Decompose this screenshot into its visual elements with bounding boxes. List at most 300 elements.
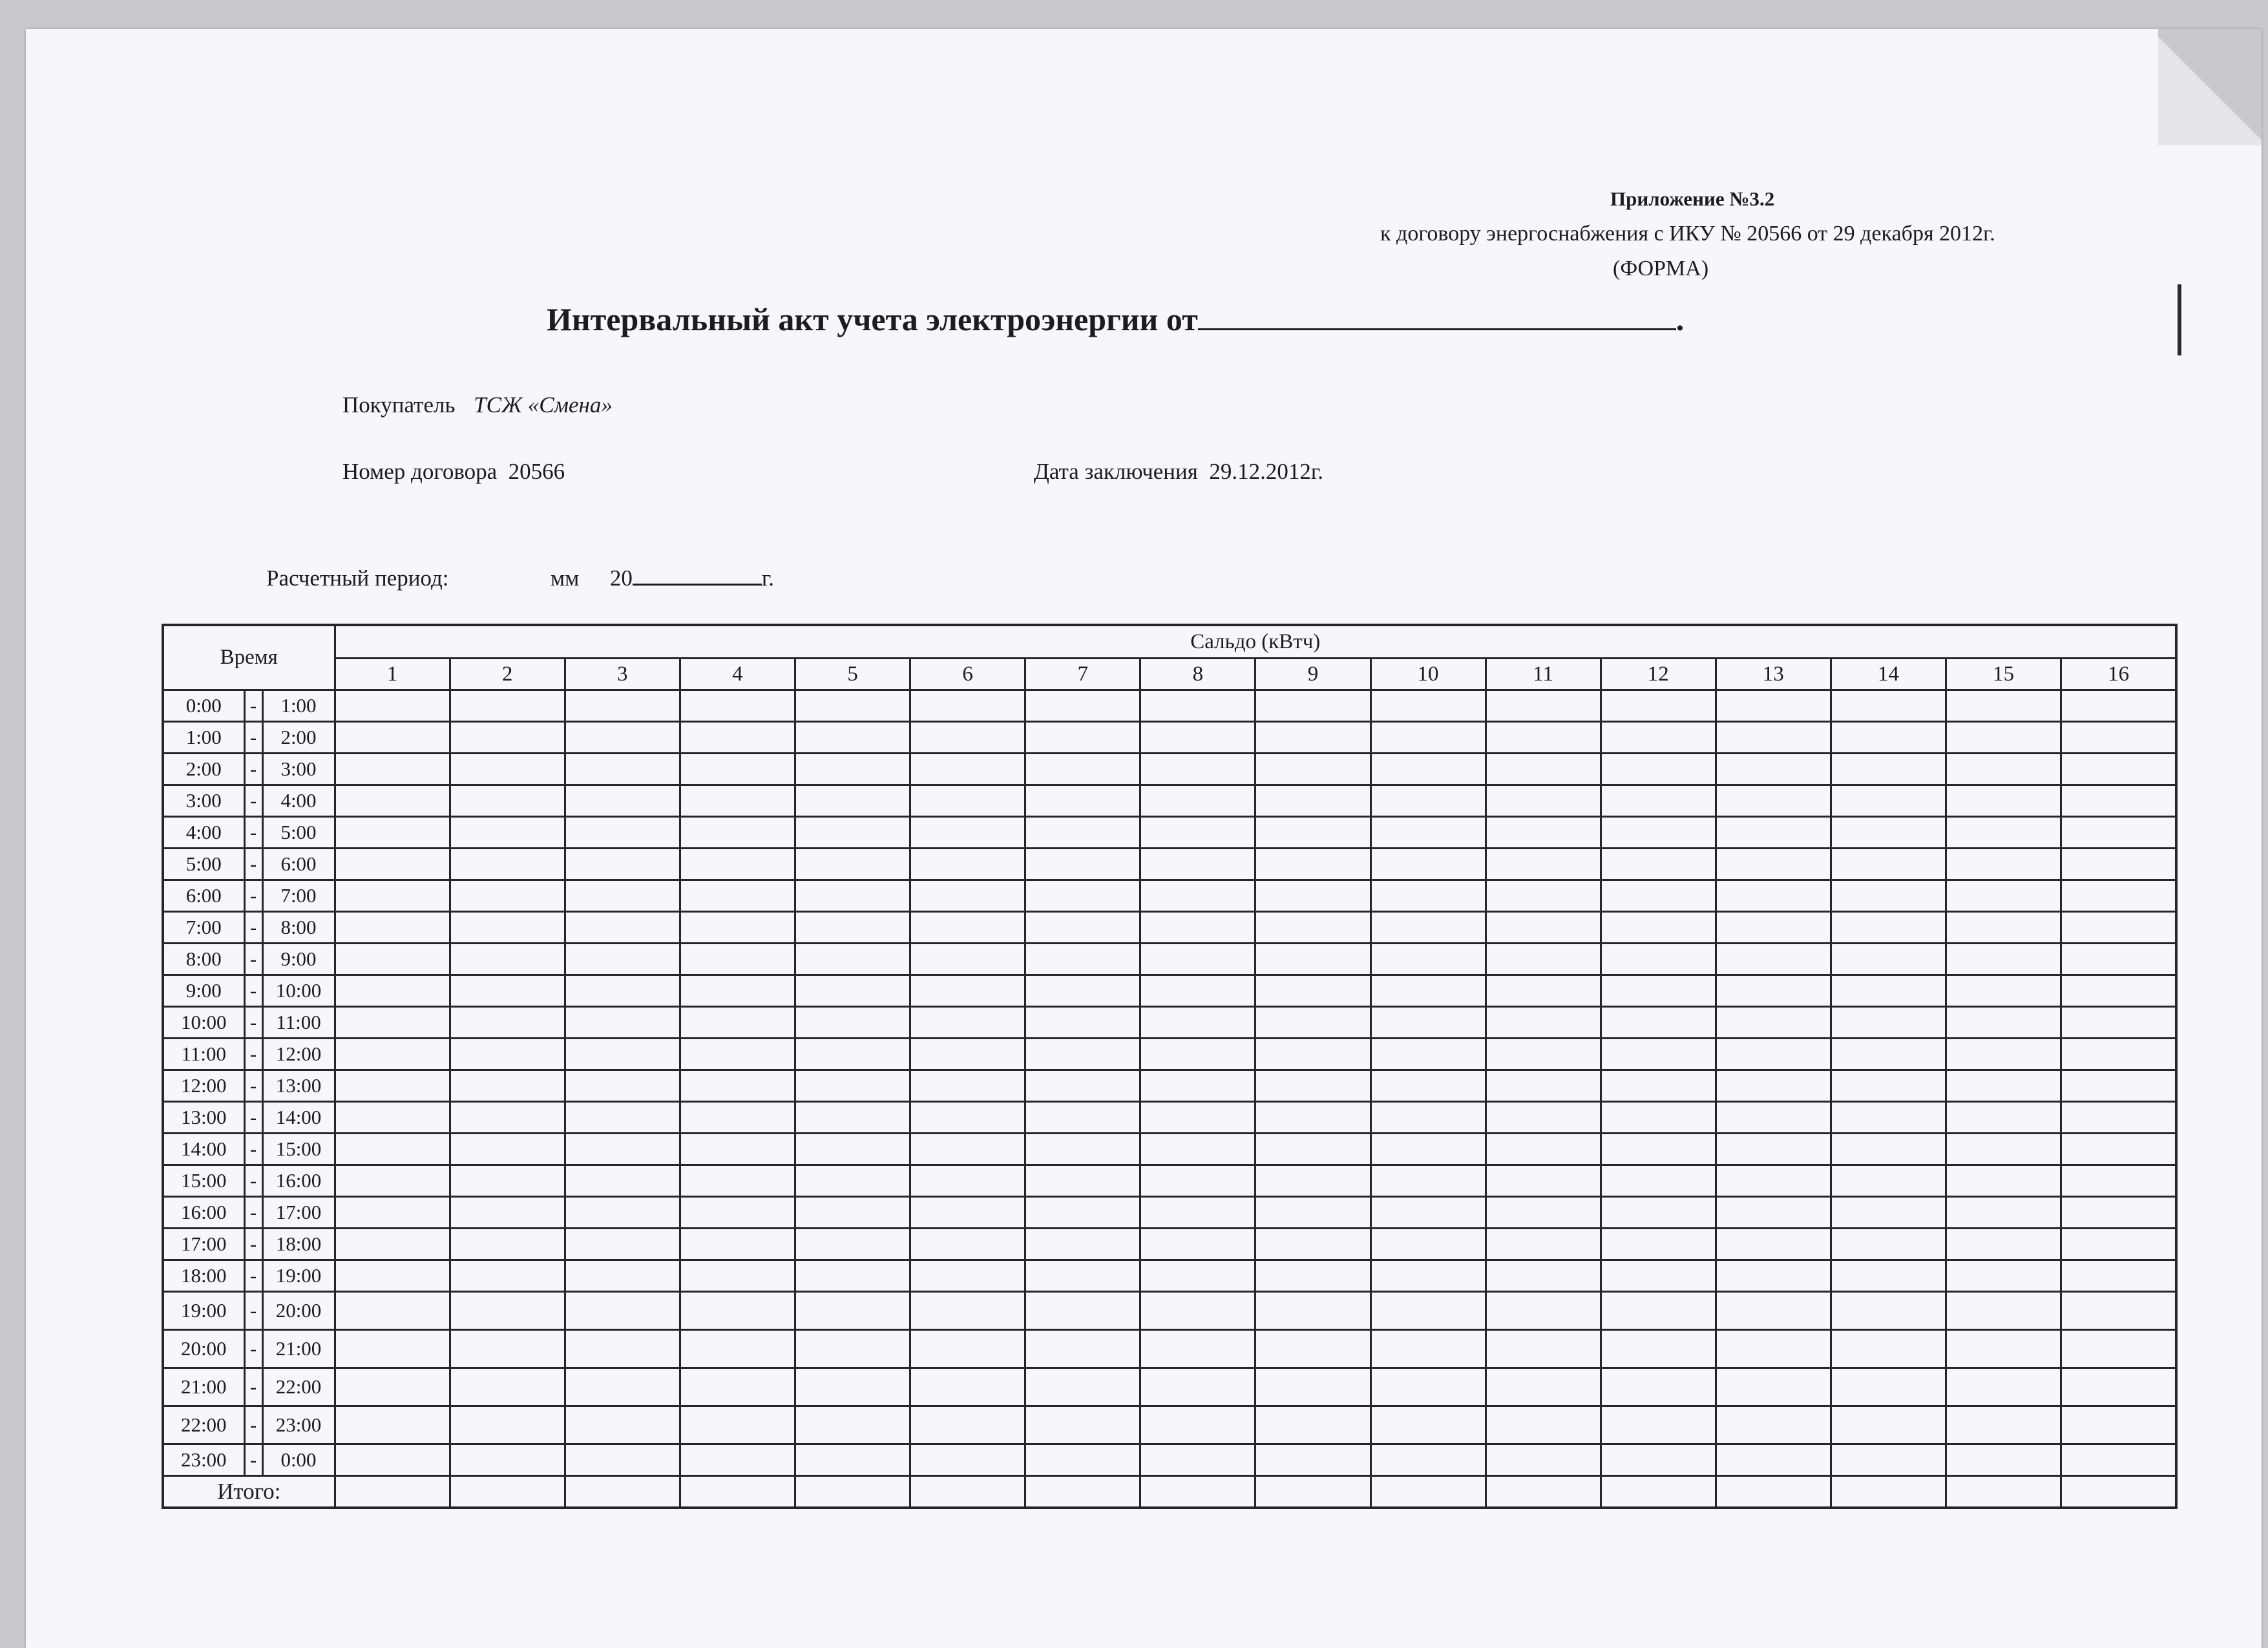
saldo-cell[interactable] (1831, 1406, 1946, 1444)
saldo-cell[interactable] (2061, 912, 2176, 944)
saldo-cell[interactable] (1946, 1165, 2061, 1197)
saldo-cell[interactable] (1831, 1368, 1946, 1406)
saldo-cell[interactable] (680, 944, 795, 975)
saldo-cell[interactable] (2061, 1165, 2176, 1197)
saldo-cell[interactable] (2061, 1070, 2176, 1102)
saldo-cell[interactable] (1025, 975, 1140, 1007)
saldo-cell[interactable] (335, 1007, 450, 1039)
saldo-cell[interactable] (910, 722, 1025, 754)
saldo-cell[interactable] (1946, 1292, 2061, 1330)
saldo-cell[interactable] (1946, 1070, 2061, 1102)
saldo-cell[interactable] (1601, 849, 1716, 880)
saldo-cell[interactable] (1601, 754, 1716, 785)
saldo-cell[interactable] (1946, 1007, 2061, 1039)
saldo-cell[interactable] (795, 1102, 910, 1134)
saldo-cell[interactable] (1370, 1330, 1486, 1368)
saldo-cell[interactable] (1831, 690, 1946, 722)
saldo-cell[interactable] (2061, 1039, 2176, 1070)
saldo-cell[interactable] (335, 1292, 450, 1330)
saldo-cell[interactable] (2061, 722, 2176, 754)
saldo-cell[interactable] (1601, 1368, 1716, 1406)
saldo-cell[interactable] (1140, 1368, 1255, 1406)
saldo-cell[interactable] (565, 912, 680, 944)
saldo-cell[interactable] (1025, 1070, 1140, 1102)
saldo-cell[interactable] (1255, 912, 1370, 944)
saldo-cell[interactable] (795, 785, 910, 817)
saldo-cell[interactable] (795, 1134, 910, 1165)
saldo-cell[interactable] (1255, 849, 1370, 880)
saldo-cell[interactable] (1601, 785, 1716, 817)
saldo-cell[interactable] (680, 1134, 795, 1165)
saldo-cell[interactable] (795, 722, 910, 754)
saldo-cell[interactable] (2061, 817, 2176, 849)
saldo-cell[interactable] (565, 754, 680, 785)
saldo-cell[interactable] (1831, 1039, 1946, 1070)
saldo-cell[interactable] (1140, 912, 1255, 944)
saldo-cell[interactable] (1255, 1102, 1370, 1134)
saldo-cell[interactable] (1486, 817, 1601, 849)
saldo-cell[interactable] (1601, 880, 1716, 912)
saldo-cell[interactable] (1255, 1444, 1370, 1476)
saldo-cell[interactable] (910, 1102, 1025, 1134)
saldo-cell[interactable] (1716, 1406, 1831, 1444)
saldo-cell[interactable] (1831, 1292, 1946, 1330)
saldo-cell[interactable] (680, 1039, 795, 1070)
saldo-cell[interactable] (910, 944, 1025, 975)
saldo-cell[interactable] (1946, 944, 2061, 975)
saldo-cell[interactable] (1370, 1444, 1486, 1476)
saldo-cell[interactable] (1831, 1070, 1946, 1102)
saldo-cell[interactable] (1486, 1260, 1601, 1292)
saldo-cell[interactable] (2061, 1368, 2176, 1406)
total-cell[interactable] (795, 1476, 910, 1508)
saldo-cell[interactable] (1946, 1197, 2061, 1229)
saldo-cell[interactable] (565, 722, 680, 754)
saldo-cell[interactable] (795, 754, 910, 785)
saldo-cell[interactable] (1601, 817, 1716, 849)
saldo-cell[interactable] (1946, 975, 2061, 1007)
saldo-cell[interactable] (565, 849, 680, 880)
saldo-cell[interactable] (795, 1330, 910, 1368)
saldo-cell[interactable] (1370, 1134, 1486, 1165)
saldo-cell[interactable] (1140, 1102, 1255, 1134)
saldo-cell[interactable] (1601, 1165, 1716, 1197)
saldo-cell[interactable] (1946, 1444, 2061, 1476)
saldo-cell[interactable] (1025, 1039, 1140, 1070)
saldo-cell[interactable] (565, 817, 680, 849)
saldo-cell[interactable] (1025, 944, 1140, 975)
saldo-cell[interactable] (1025, 785, 1140, 817)
saldo-cell[interactable] (1601, 722, 1716, 754)
saldo-cell[interactable] (1370, 1070, 1486, 1102)
saldo-cell[interactable] (335, 944, 450, 975)
total-cell[interactable] (335, 1476, 450, 1508)
saldo-cell[interactable] (1255, 785, 1370, 817)
saldo-cell[interactable] (795, 817, 910, 849)
saldo-cell[interactable] (1946, 1260, 2061, 1292)
saldo-cell[interactable] (1601, 1007, 1716, 1039)
saldo-cell[interactable] (680, 1229, 795, 1260)
saldo-cell[interactable] (1486, 1165, 1601, 1197)
saldo-cell[interactable] (1946, 1368, 2061, 1406)
saldo-cell[interactable] (680, 754, 795, 785)
saldo-cell[interactable] (1370, 690, 1486, 722)
saldo-cell[interactable] (1370, 1039, 1486, 1070)
saldo-cell[interactable] (1255, 880, 1370, 912)
saldo-cell[interactable] (335, 1070, 450, 1102)
saldo-cell[interactable] (680, 1070, 795, 1102)
saldo-cell[interactable] (1255, 1039, 1370, 1070)
saldo-cell[interactable] (910, 1134, 1025, 1165)
saldo-cell[interactable] (795, 975, 910, 1007)
saldo-cell[interactable] (1716, 1292, 1831, 1330)
saldo-cell[interactable] (1486, 1039, 1601, 1070)
saldo-cell[interactable] (1716, 1197, 1831, 1229)
saldo-cell[interactable] (1831, 1007, 1946, 1039)
saldo-cell[interactable] (1025, 754, 1140, 785)
saldo-cell[interactable] (1716, 690, 1831, 722)
saldo-cell[interactable] (1025, 1330, 1140, 1368)
saldo-cell[interactable] (1486, 1330, 1601, 1368)
saldo-cell[interactable] (1140, 785, 1255, 817)
saldo-cell[interactable] (1370, 944, 1486, 975)
saldo-cell[interactable] (1716, 817, 1831, 849)
saldo-cell[interactable] (1370, 754, 1486, 785)
saldo-cell[interactable] (1025, 849, 1140, 880)
saldo-cell[interactable] (2061, 975, 2176, 1007)
saldo-cell[interactable] (910, 1229, 1025, 1260)
saldo-cell[interactable] (910, 754, 1025, 785)
saldo-cell[interactable] (1486, 1444, 1601, 1476)
saldo-cell[interactable] (1255, 1134, 1370, 1165)
saldo-cell[interactable] (1025, 1007, 1140, 1039)
saldo-cell[interactable] (910, 880, 1025, 912)
saldo-cell[interactable] (1140, 849, 1255, 880)
saldo-cell[interactable] (450, 817, 565, 849)
saldo-cell[interactable] (1370, 975, 1486, 1007)
saldo-cell[interactable] (1255, 1165, 1370, 1197)
saldo-cell[interactable] (1370, 1102, 1486, 1134)
saldo-cell[interactable] (1140, 1007, 1255, 1039)
saldo-cell[interactable] (1140, 754, 1255, 785)
saldo-cell[interactable] (450, 754, 565, 785)
saldo-cell[interactable] (1255, 1292, 1370, 1330)
saldo-cell[interactable] (565, 690, 680, 722)
saldo-cell[interactable] (795, 1039, 910, 1070)
saldo-cell[interactable] (795, 944, 910, 975)
saldo-cell[interactable] (2061, 1292, 2176, 1330)
saldo-cell[interactable] (450, 944, 565, 975)
saldo-cell[interactable] (565, 1165, 680, 1197)
saldo-cell[interactable] (335, 1165, 450, 1197)
saldo-cell[interactable] (450, 912, 565, 944)
saldo-cell[interactable] (680, 1165, 795, 1197)
saldo-cell[interactable] (335, 1260, 450, 1292)
saldo-cell[interactable] (1255, 722, 1370, 754)
saldo-cell[interactable] (795, 912, 910, 944)
saldo-cell[interactable] (565, 1102, 680, 1134)
saldo-cell[interactable] (1716, 1102, 1831, 1134)
saldo-cell[interactable] (795, 1406, 910, 1444)
saldo-cell[interactable] (1831, 1197, 1946, 1229)
saldo-cell[interactable] (2061, 944, 2176, 975)
saldo-cell[interactable] (1946, 754, 2061, 785)
saldo-cell[interactable] (1716, 1444, 1831, 1476)
saldo-cell[interactable] (1370, 1368, 1486, 1406)
saldo-cell[interactable] (565, 1039, 680, 1070)
saldo-cell[interactable] (1831, 880, 1946, 912)
saldo-cell[interactable] (1831, 1330, 1946, 1368)
saldo-cell[interactable] (795, 1007, 910, 1039)
saldo-cell[interactable] (335, 849, 450, 880)
saldo-cell[interactable] (1486, 1102, 1601, 1134)
total-cell[interactable] (565, 1476, 680, 1508)
saldo-cell[interactable] (1140, 1070, 1255, 1102)
saldo-cell[interactable] (2061, 1260, 2176, 1292)
saldo-cell[interactable] (1831, 1229, 1946, 1260)
saldo-cell[interactable] (1486, 722, 1601, 754)
saldo-cell[interactable] (680, 722, 795, 754)
saldo-cell[interactable] (1486, 1134, 1601, 1165)
saldo-cell[interactable] (335, 817, 450, 849)
saldo-cell[interactable] (1486, 1070, 1601, 1102)
saldo-cell[interactable] (1831, 1165, 1946, 1197)
saldo-cell[interactable] (1255, 1330, 1370, 1368)
saldo-cell[interactable] (565, 1134, 680, 1165)
saldo-cell[interactable] (2061, 880, 2176, 912)
saldo-cell[interactable] (335, 1444, 450, 1476)
saldo-cell[interactable] (1370, 817, 1486, 849)
saldo-cell[interactable] (1370, 722, 1486, 754)
saldo-cell[interactable] (795, 880, 910, 912)
saldo-cell[interactable] (1601, 975, 1716, 1007)
saldo-cell[interactable] (910, 1197, 1025, 1229)
saldo-cell[interactable] (680, 1406, 795, 1444)
saldo-cell[interactable] (1831, 1102, 1946, 1134)
saldo-cell[interactable] (1601, 1330, 1716, 1368)
saldo-cell[interactable] (1831, 975, 1946, 1007)
total-cell[interactable] (2061, 1476, 2176, 1508)
saldo-cell[interactable] (1716, 1007, 1831, 1039)
saldo-cell[interactable] (1025, 1102, 1140, 1134)
saldo-cell[interactable] (1370, 849, 1486, 880)
saldo-cell[interactable] (1716, 1070, 1831, 1102)
saldo-cell[interactable] (1831, 944, 1946, 975)
saldo-cell[interactable] (1716, 1368, 1831, 1406)
saldo-cell[interactable] (2061, 849, 2176, 880)
saldo-cell[interactable] (680, 880, 795, 912)
saldo-cell[interactable] (1601, 1444, 1716, 1476)
saldo-cell[interactable] (1716, 1165, 1831, 1197)
saldo-cell[interactable] (680, 1102, 795, 1134)
saldo-cell[interactable] (450, 1368, 565, 1406)
saldo-cell[interactable] (680, 785, 795, 817)
saldo-cell[interactable] (1716, 1330, 1831, 1368)
saldo-cell[interactable] (1486, 690, 1601, 722)
total-cell[interactable] (1486, 1476, 1601, 1508)
saldo-cell[interactable] (1486, 944, 1601, 975)
saldo-cell[interactable] (1716, 975, 1831, 1007)
saldo-cell[interactable] (335, 722, 450, 754)
saldo-cell[interactable] (1486, 1197, 1601, 1229)
saldo-cell[interactable] (1716, 1229, 1831, 1260)
saldo-cell[interactable] (795, 1292, 910, 1330)
saldo-cell[interactable] (565, 1330, 680, 1368)
saldo-cell[interactable] (1946, 1229, 2061, 1260)
saldo-cell[interactable] (1140, 690, 1255, 722)
saldo-cell[interactable] (1946, 880, 2061, 912)
saldo-cell[interactable] (1140, 1165, 1255, 1197)
saldo-cell[interactable] (335, 975, 450, 1007)
saldo-cell[interactable] (1370, 1260, 1486, 1292)
saldo-cell[interactable] (910, 1039, 1025, 1070)
saldo-cell[interactable] (450, 1134, 565, 1165)
saldo-cell[interactable] (1025, 912, 1140, 944)
saldo-cell[interactable] (1025, 1229, 1140, 1260)
saldo-cell[interactable] (1716, 754, 1831, 785)
saldo-cell[interactable] (1946, 1406, 2061, 1444)
total-cell[interactable] (1025, 1476, 1140, 1508)
saldo-cell[interactable] (1140, 722, 1255, 754)
saldo-cell[interactable] (1486, 1007, 1601, 1039)
saldo-cell[interactable] (1831, 1260, 1946, 1292)
total-cell[interactable] (1946, 1476, 2061, 1508)
saldo-cell[interactable] (1255, 1197, 1370, 1229)
saldo-cell[interactable] (795, 1070, 910, 1102)
saldo-cell[interactable] (1140, 1292, 1255, 1330)
saldo-cell[interactable] (1255, 1406, 1370, 1444)
saldo-cell[interactable] (795, 1197, 910, 1229)
saldo-cell[interactable] (1140, 1039, 1255, 1070)
saldo-cell[interactable] (335, 912, 450, 944)
saldo-cell[interactable] (1486, 1292, 1601, 1330)
saldo-cell[interactable] (1946, 1134, 2061, 1165)
saldo-cell[interactable] (1716, 944, 1831, 975)
saldo-cell[interactable] (1255, 754, 1370, 785)
saldo-cell[interactable] (1486, 1229, 1601, 1260)
saldo-cell[interactable] (795, 1260, 910, 1292)
saldo-cell[interactable] (2061, 690, 2176, 722)
saldo-cell[interactable] (680, 975, 795, 1007)
saldo-cell[interactable] (1716, 1134, 1831, 1165)
saldo-cell[interactable] (1486, 1368, 1601, 1406)
saldo-cell[interactable] (450, 690, 565, 722)
saldo-cell[interactable] (1601, 1406, 1716, 1444)
saldo-cell[interactable] (680, 1260, 795, 1292)
saldo-cell[interactable] (1255, 944, 1370, 975)
saldo-cell[interactable] (1140, 1229, 1255, 1260)
saldo-cell[interactable] (1946, 722, 2061, 754)
saldo-cell[interactable] (1370, 785, 1486, 817)
saldo-cell[interactable] (1140, 944, 1255, 975)
saldo-cell[interactable] (450, 1165, 565, 1197)
saldo-cell[interactable] (680, 1197, 795, 1229)
saldo-cell[interactable] (1486, 975, 1601, 1007)
saldo-cell[interactable] (1716, 722, 1831, 754)
saldo-cell[interactable] (680, 849, 795, 880)
saldo-cell[interactable] (335, 1330, 450, 1368)
saldo-cell[interactable] (1831, 785, 1946, 817)
saldo-cell[interactable] (1140, 1406, 1255, 1444)
saldo-cell[interactable] (335, 880, 450, 912)
saldo-cell[interactable] (2061, 785, 2176, 817)
saldo-cell[interactable] (1716, 849, 1831, 880)
saldo-cell[interactable] (1025, 690, 1140, 722)
saldo-cell[interactable] (1370, 880, 1486, 912)
saldo-cell[interactable] (335, 1102, 450, 1134)
saldo-cell[interactable] (1601, 1197, 1716, 1229)
saldo-cell[interactable] (1716, 1039, 1831, 1070)
saldo-cell[interactable] (335, 1197, 450, 1229)
saldo-cell[interactable] (1601, 1070, 1716, 1102)
saldo-cell[interactable] (910, 1406, 1025, 1444)
saldo-cell[interactable] (1601, 1260, 1716, 1292)
saldo-cell[interactable] (680, 1007, 795, 1039)
saldo-cell[interactable] (1486, 849, 1601, 880)
saldo-cell[interactable] (1716, 912, 1831, 944)
saldo-cell[interactable] (1946, 849, 2061, 880)
saldo-cell[interactable] (1831, 1134, 1946, 1165)
saldo-cell[interactable] (565, 1260, 680, 1292)
saldo-cell[interactable] (565, 1197, 680, 1229)
saldo-cell[interactable] (910, 975, 1025, 1007)
saldo-cell[interactable] (1486, 754, 1601, 785)
saldo-cell[interactable] (910, 1260, 1025, 1292)
saldo-cell[interactable] (2061, 1229, 2176, 1260)
saldo-cell[interactable] (1946, 690, 2061, 722)
saldo-cell[interactable] (1025, 722, 1140, 754)
saldo-cell[interactable] (1140, 975, 1255, 1007)
saldo-cell[interactable] (450, 975, 565, 1007)
saldo-cell[interactable] (450, 1406, 565, 1444)
saldo-cell[interactable] (1716, 1260, 1831, 1292)
saldo-cell[interactable] (1716, 785, 1831, 817)
saldo-cell[interactable] (2061, 1444, 2176, 1476)
saldo-cell[interactable] (335, 1368, 450, 1406)
saldo-cell[interactable] (335, 1039, 450, 1070)
total-cell[interactable] (450, 1476, 565, 1508)
saldo-cell[interactable] (565, 880, 680, 912)
saldo-cell[interactable] (450, 1197, 565, 1229)
saldo-cell[interactable] (1831, 722, 1946, 754)
saldo-cell[interactable] (910, 690, 1025, 722)
saldo-cell[interactable] (1255, 690, 1370, 722)
saldo-cell[interactable] (335, 690, 450, 722)
saldo-cell[interactable] (910, 1007, 1025, 1039)
saldo-cell[interactable] (335, 1406, 450, 1444)
saldo-cell[interactable] (450, 1260, 565, 1292)
saldo-cell[interactable] (1025, 817, 1140, 849)
saldo-cell[interactable] (1025, 1292, 1140, 1330)
saldo-cell[interactable] (910, 1368, 1025, 1406)
total-cell[interactable] (1370, 1476, 1486, 1508)
total-cell[interactable] (1601, 1476, 1716, 1508)
saldo-cell[interactable] (450, 1330, 565, 1368)
saldo-cell[interactable] (1831, 754, 1946, 785)
saldo-cell[interactable] (1946, 817, 2061, 849)
saldo-cell[interactable] (910, 1292, 1025, 1330)
saldo-cell[interactable] (2061, 1406, 2176, 1444)
saldo-cell[interactable] (450, 1229, 565, 1260)
saldo-cell[interactable] (910, 1070, 1025, 1102)
saldo-cell[interactable] (1370, 1406, 1486, 1444)
saldo-cell[interactable] (1255, 817, 1370, 849)
saldo-cell[interactable] (450, 1444, 565, 1476)
saldo-cell[interactable] (565, 785, 680, 817)
saldo-cell[interactable] (335, 1134, 450, 1165)
saldo-cell[interactable] (2061, 1134, 2176, 1165)
saldo-cell[interactable] (2061, 1330, 2176, 1368)
